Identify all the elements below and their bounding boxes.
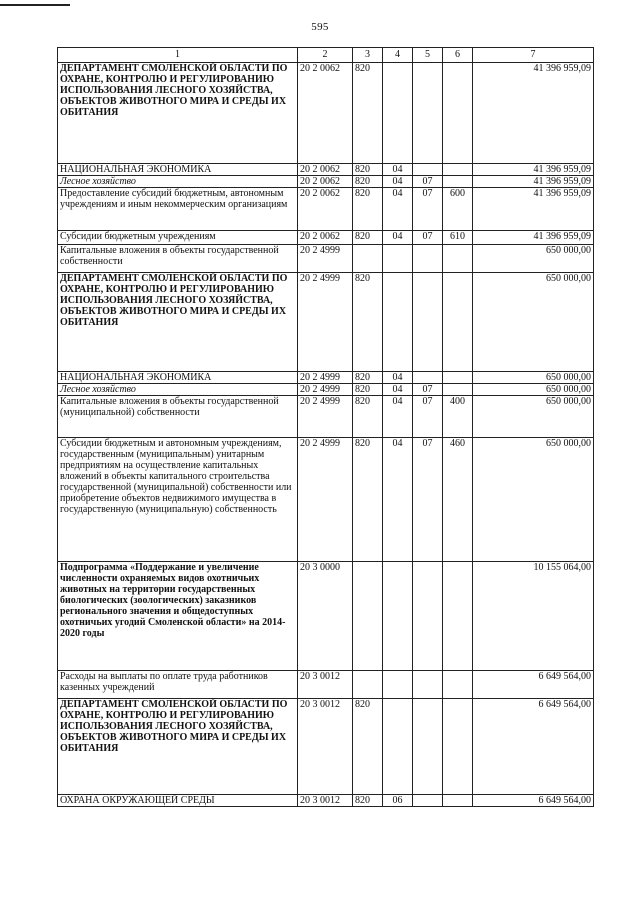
row-c4: 06 xyxy=(383,795,413,807)
row-c4: 04 xyxy=(383,372,413,384)
row-amount: 6 649 564,00 xyxy=(473,671,594,699)
row-c6 xyxy=(443,164,473,176)
row-name: НАЦИОНАЛЬНАЯ ЭКОНОМИКА xyxy=(58,372,298,384)
row-amount: 41 396 959,09 xyxy=(473,188,594,231)
row-c6: 460 xyxy=(443,438,473,562)
row-c5: 07 xyxy=(413,176,443,188)
row-c6 xyxy=(443,795,473,807)
table-row xyxy=(58,396,594,438)
row-c6 xyxy=(443,372,473,384)
page-number: 595 xyxy=(311,21,329,33)
table-row xyxy=(58,795,594,807)
row-c5: 07 xyxy=(413,396,443,438)
row-code: 20 2 0062 xyxy=(298,176,353,188)
table-row xyxy=(58,699,594,795)
row-name: ДЕПАРТАМЕНТ СМОЛЕНСКОЙ ОБЛАСТИ ПО ОХРАНЕ, КОНТРОЛЮ И РЕГУЛИРОВАНИЮ ИСПОЛЬЗОВАНИЯ ЛЕСНОГО ХОЗЯЙСТВА, ОБЪЕКТОВ ЖИВОТНОГО МИРА И СРЕДЫ ИХ ОБИТАНИЯ xyxy=(58,273,298,372)
row-c6: 400 xyxy=(443,396,473,438)
header-row xyxy=(58,48,594,63)
row-code: 20 3 0012 xyxy=(298,671,353,699)
col-header-5: 5 xyxy=(413,48,443,63)
row-c5 xyxy=(413,164,443,176)
row-c6 xyxy=(443,671,473,699)
row-c6: 610 xyxy=(443,231,473,245)
row-c5 xyxy=(413,372,443,384)
table-row xyxy=(58,188,594,231)
row-c3: 820 xyxy=(353,63,383,164)
row-amount: 650 000,00 xyxy=(473,384,594,396)
row-c5: 07 xyxy=(413,188,443,231)
table-row xyxy=(58,562,594,671)
row-code: 20 2 0062 xyxy=(298,164,353,176)
row-amount: 6 649 564,00 xyxy=(473,699,594,795)
row-c3: 820 xyxy=(353,372,383,384)
row-amount: 10 155 064,00 xyxy=(473,562,594,671)
row-c4 xyxy=(383,671,413,699)
row-c3: 820 xyxy=(353,795,383,807)
row-c5: 07 xyxy=(413,384,443,396)
row-c3: 820 xyxy=(353,699,383,795)
row-c5 xyxy=(413,699,443,795)
row-c3: 820 xyxy=(353,273,383,372)
row-code: 20 2 4999 xyxy=(298,273,353,372)
row-c4: 04 xyxy=(383,384,413,396)
row-c5 xyxy=(413,273,443,372)
row-code: 20 2 4999 xyxy=(298,245,353,273)
row-name: Расходы на выплаты по оплате труда работников казенных учреждений xyxy=(58,671,298,699)
row-name: НАЦИОНАЛЬНАЯ ЭКОНОМИКА xyxy=(58,164,298,176)
row-name: ДЕПАРТАМЕНТ СМОЛЕНСКОЙ ОБЛАСТИ ПО ОХРАНЕ, КОНТРОЛЮ И РЕГУЛИРОВАНИЮ ИСПОЛЬЗОВАНИЯ ЛЕСНОГО ХОЗЯЙСТВА, ОБЪЕКТОВ ЖИВОТНОГО МИРА И СРЕДЫ ИХ ОБИТАНИЯ xyxy=(58,699,298,795)
table-row xyxy=(58,273,594,372)
row-name: Капитальные вложения в объекты государственной собственности xyxy=(58,245,298,273)
row-c6 xyxy=(443,562,473,671)
row-c4 xyxy=(383,245,413,273)
row-c4 xyxy=(383,699,413,795)
col-header-7: 7 xyxy=(473,48,594,63)
row-c4 xyxy=(383,63,413,164)
table-row xyxy=(58,231,594,245)
row-code: 20 2 0062 xyxy=(298,63,353,164)
table-row xyxy=(58,176,594,188)
row-c4: 04 xyxy=(383,438,413,562)
row-name: Предоставление субсидий бюджетным, автономным учреждениям и иным некоммерческим организациям xyxy=(58,188,298,231)
row-c3: 820 xyxy=(353,176,383,188)
row-c3 xyxy=(353,562,383,671)
row-c3: 820 xyxy=(353,231,383,245)
row-amount: 41 396 959,09 xyxy=(473,231,594,245)
row-c6: 600 xyxy=(443,188,473,231)
row-amount: 6 649 564,00 xyxy=(473,795,594,807)
row-name: Субсидии бюджетным и автономным учреждениям, государственным (муниципальным) унитарным предприятиям на осуществление капитальных вложений в объекты капитального строительства государственной (муниципальной) собственности или приобретение объектов недвижимого имущества в государственную (муниципальную) собственность xyxy=(58,438,298,562)
row-c6 xyxy=(443,245,473,273)
row-amount: 650 000,00 xyxy=(473,372,594,384)
row-code: 20 3 0000 xyxy=(298,562,353,671)
row-name: ДЕПАРТАМЕНТ СМОЛЕНСКОЙ ОБЛАСТИ ПО ОХРАНЕ, КОНТРОЛЮ И РЕГУЛИРОВАНИЮ ИСПОЛЬЗОВАНИЯ ЛЕСНОГО ХОЗЯЙСТВА, ОБЪЕКТОВ ЖИВОТНОГО МИРА И СРЕДЫ ИХ ОБИТАНИЯ xyxy=(58,63,298,164)
table-row xyxy=(58,164,594,176)
row-code: 20 3 0012 xyxy=(298,795,353,807)
row-c5 xyxy=(413,245,443,273)
row-c3: 820 xyxy=(353,396,383,438)
table-row xyxy=(58,245,594,273)
row-code: 20 2 4999 xyxy=(298,438,353,562)
row-name: ОХРАНА ОКРУЖАЮЩЕЙ СРЕДЫ xyxy=(58,795,298,807)
row-c6 xyxy=(443,176,473,188)
row-c3 xyxy=(353,671,383,699)
top-rule xyxy=(0,4,70,6)
row-amount: 650 000,00 xyxy=(473,396,594,438)
col-header-4: 4 xyxy=(383,48,413,63)
row-c4 xyxy=(383,562,413,671)
row-amount: 650 000,00 xyxy=(473,273,594,372)
row-c6 xyxy=(443,699,473,795)
row-c4: 04 xyxy=(383,231,413,245)
row-c5 xyxy=(413,562,443,671)
row-c4: 04 xyxy=(383,164,413,176)
row-amount: 41 396 959,09 xyxy=(473,176,594,188)
row-c4: 04 xyxy=(383,188,413,231)
col-header-1: 1 xyxy=(58,48,298,63)
row-c4 xyxy=(383,273,413,372)
row-c3: 820 xyxy=(353,438,383,562)
table-row xyxy=(58,671,594,699)
row-name: Подпрограмма «Поддержание и увеличение численности охраняемых видов охотничьих животных на территории государственных биологических (зоологических) заказников регионального значения и общедоступных охотничьих угодий Смоленской области» на 2014-2020 годы xyxy=(58,562,298,671)
row-name: Лесное хозяйство xyxy=(58,176,298,188)
row-c6 xyxy=(443,63,473,164)
table-row xyxy=(58,372,594,384)
row-c3: 820 xyxy=(353,188,383,231)
col-header-3: 3 xyxy=(353,48,383,63)
row-amount: 41 396 959,09 xyxy=(473,164,594,176)
row-code: 20 2 4999 xyxy=(298,396,353,438)
row-c4: 04 xyxy=(383,396,413,438)
row-amount: 41 396 959,09 xyxy=(473,63,594,164)
row-c4: 04 xyxy=(383,176,413,188)
row-name: Лесное хозяйство xyxy=(58,384,298,396)
table-row xyxy=(58,63,594,164)
row-code: 20 2 0062 xyxy=(298,188,353,231)
row-c3: 820 xyxy=(353,164,383,176)
table-row xyxy=(58,384,594,396)
row-name: Субсидии бюджетным учреждениям xyxy=(58,231,298,245)
row-c6 xyxy=(443,273,473,372)
row-amount: 650 000,00 xyxy=(473,245,594,273)
row-c5 xyxy=(413,671,443,699)
row-c5 xyxy=(413,63,443,164)
row-c6 xyxy=(443,384,473,396)
row-code: 20 3 0012 xyxy=(298,699,353,795)
row-c5: 07 xyxy=(413,438,443,562)
row-c3: 820 xyxy=(353,384,383,396)
col-header-6: 6 xyxy=(443,48,473,63)
col-header-2: 2 xyxy=(298,48,353,63)
row-code: 20 2 4999 xyxy=(298,372,353,384)
row-name: Капитальные вложения в объекты государственной (муниципальной) собственности xyxy=(58,396,298,438)
row-amount: 650 000,00 xyxy=(473,438,594,562)
table-row xyxy=(58,438,594,562)
row-code: 20 2 4999 xyxy=(298,384,353,396)
budget-table xyxy=(57,47,594,807)
row-code: 20 2 0062 xyxy=(298,231,353,245)
row-c5: 07 xyxy=(413,231,443,245)
row-c5 xyxy=(413,795,443,807)
row-c3 xyxy=(353,245,383,273)
